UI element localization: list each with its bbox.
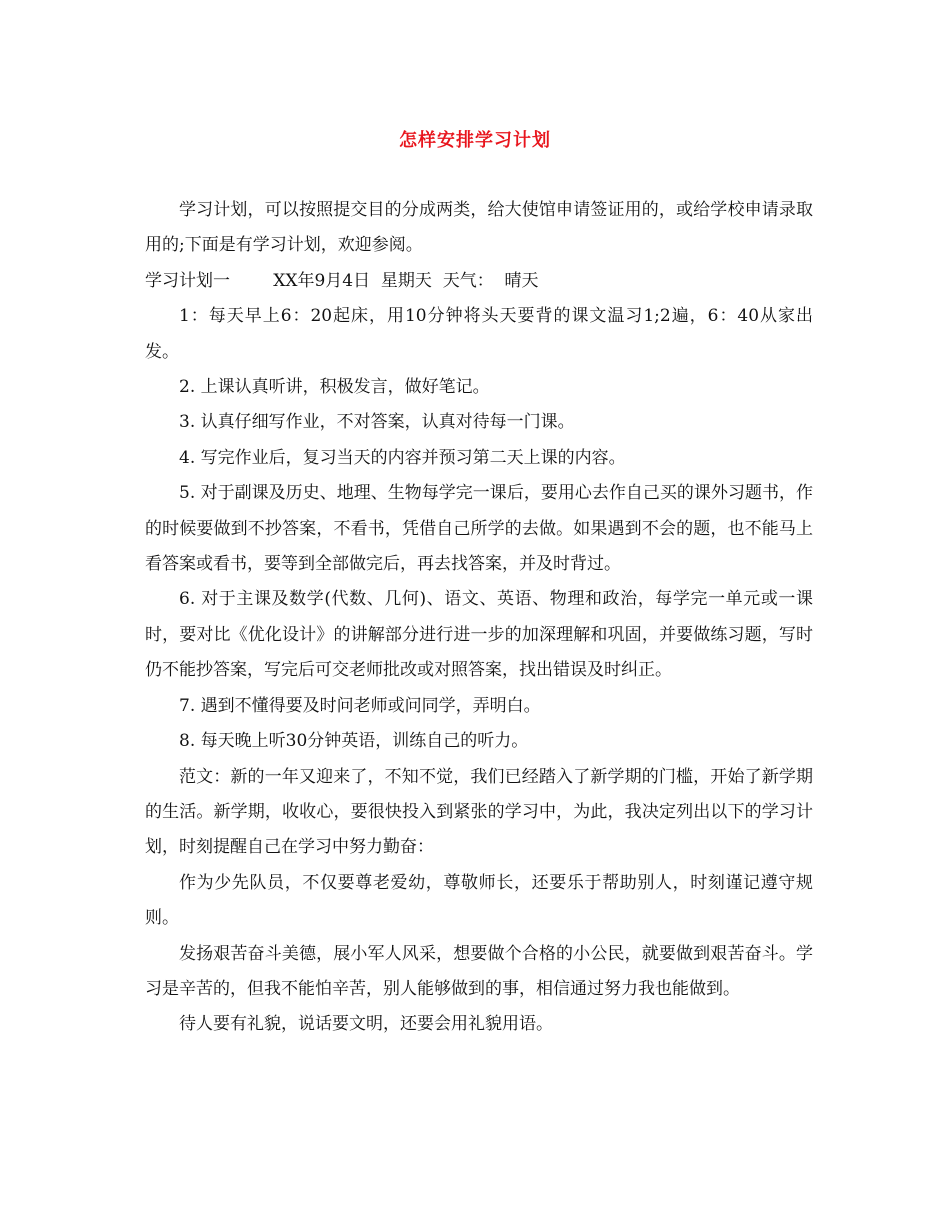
plan-header: [145, 264, 813, 299]
essay-paragraph: 范文：新的一年又迎来了，不知不觉，我们已经踏入了新学期的门槛，开始了新学期的生活。新学期，收收心，要很快投入到紧张的学习中，为此，我决定列出以下的学习计划，时刻提醒自己在学习中努力勤奋：: [145, 766, 813, 858]
plan-item: 4. 写完作业后，复习当天的内容并预习第二天上课的内容。: [179, 447, 626, 468]
plan-item: 7. 遇到不懂得要及时问老师或问同学，弄明白。: [179, 695, 541, 716]
document-title: 怎样安排学习计划: [399, 130, 551, 151]
intro-paragraph: 学习计划，可以按照提交目的分成两类，给大使馆申请签证用的，或给学校申请录取用的;下面是有学习计划，欢迎参阅。: [145, 200, 813, 256]
plan-label: 学习计划一: [145, 270, 230, 291]
plan-item: 1：每天早上6：20起床，用10分钟将头天要背的课文温习1;2遍，6：40从家出发。: [145, 306, 813, 362]
document-body: [145, 193, 813, 1043]
plan-item: 5. 对于副课及历史、地理、生物每学完一课后，要用心去作自己买的课外习题书，作的时候要做到不抄答案，不看书，凭借自己所学的去做。如果遇到不会的题，也不能马上看答案或看书，要等到全部做完后，再去找答案，并及时背过。: [145, 483, 813, 575]
plan-item: 6. 对于主课及数学(代数、几何)、语文、英语、物理和政治，每学完一单元或一课时，要对比《优化设计》的讲解部分进行进一步的加深理解和巩固，并要做练习题，写时仍不能抄答案，写完后可交老师批改或对照答案，找出错误及时纠正。: [145, 589, 813, 681]
essay-paragraph: 待人要有礼貌，说话要文明，还要会用礼貌用语。: [179, 1014, 553, 1035]
plan-weather-value: 晴天: [504, 270, 539, 291]
essay-paragraph: 作为少先队员，不仅要尊老爱幼，尊敬师长，还要乐于帮助别人，时刻谨记遵守规则。: [145, 872, 813, 929]
essay-paragraph: 发扬艰苦奋斗美德，展小军人风采，想要做个合格的小公民，就要做到艰苦奋斗。学习是辛苦的，但我不能怕辛苦，别人能够做到的事，相信通过努力我也能做到。: [145, 943, 813, 999]
plan-weather-label: 天气：: [442, 270, 494, 291]
plan-item: 3. 认真仔细写作业，不对答案，认真对待每一门课。: [179, 412, 575, 433]
plan-item: 8. 每天晚上听30分钟英语，训练自己的听力。: [179, 731, 529, 752]
plan-weekday: 星期天: [380, 270, 432, 291]
plan-date: XX年9月4日: [273, 270, 371, 291]
plan-item: 2. 上课认真听讲，积极发言，做好笔记。: [179, 377, 490, 398]
